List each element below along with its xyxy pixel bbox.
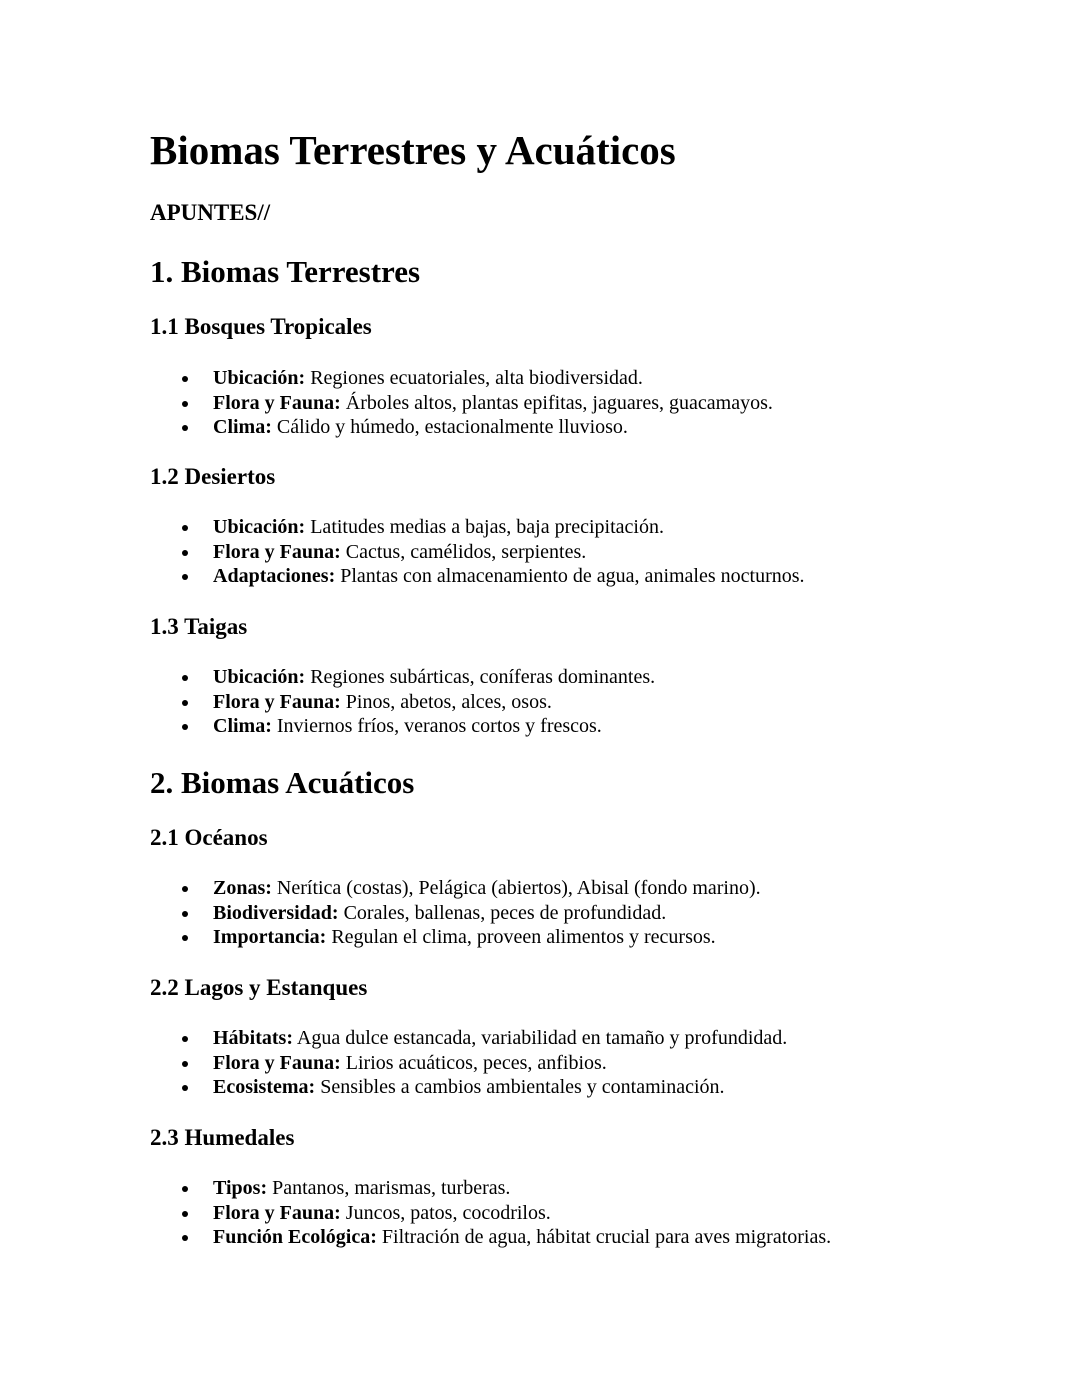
bullet-icon <box>182 911 188 917</box>
item-term: Ubicación: <box>213 666 306 688</box>
item-term: Flora y Fauna: <box>213 690 341 713</box>
list-item <box>150 564 805 589</box>
item-term: Ubicación: <box>213 367 306 389</box>
bullet-icon <box>182 1036 188 1042</box>
subsection-heading-bosques-tropicales: 1.1 Bosques Tropicales <box>150 314 372 339</box>
bullet-list-lagos-y-estanques <box>150 1026 787 1100</box>
item-term: Hábitats: <box>213 1027 293 1049</box>
document-title: Biomas Terrestres y Acuáticos <box>150 127 676 173</box>
list-item <box>150 540 805 565</box>
list-item <box>150 925 761 950</box>
item-text: Pinos, abetos, alces, osos. <box>340 690 552 713</box>
bullet-icon <box>182 525 188 531</box>
section-heading-biomas-terrestres: 1. Biomas Terrestres <box>150 254 421 289</box>
item-text: Árboles altos, plantas epifitas, jaguares, guacamayos. <box>340 391 773 414</box>
bullet-icon <box>182 1061 188 1067</box>
item-term: Zonas: <box>213 877 272 899</box>
item-term: Adaptaciones: <box>213 565 336 587</box>
bullet-icon <box>182 376 188 382</box>
bullet-icon <box>182 550 188 556</box>
subsection-heading-desiertos: 1.2 Desiertos <box>150 464 276 489</box>
item-text: Regiones subárticas, coníferas dominantes. <box>305 666 656 688</box>
section-heading-biomas-acuaticos: 2. Biomas Acuáticos <box>150 765 415 800</box>
item-term: Clima: <box>213 416 272 438</box>
item-text: Pantanos, marismas, turberas. <box>267 1177 511 1199</box>
item-term: Flora y Fauna: <box>213 540 341 563</box>
item-text: Latitudes medias a bajas, baja precipitación. <box>305 516 664 538</box>
subsection-heading-humedales: 2.3 Humedales <box>150 1125 295 1150</box>
document-subtitle: APUNTES// <box>150 200 271 225</box>
list-item <box>150 515 805 540</box>
item-text: Plantas con almacenamiento de agua, animales nocturnos. <box>335 565 805 587</box>
item-text: Filtración de agua, hábitat crucial para aves migratorias. <box>376 1226 832 1248</box>
list-item <box>150 714 655 739</box>
list-item <box>150 1225 831 1250</box>
list-item <box>150 876 761 901</box>
list-item <box>150 1176 831 1201</box>
subsection-heading-lagos-y-estanques: 2.2 Lagos y Estanques <box>150 975 368 1000</box>
list-item <box>150 665 655 690</box>
item-text: Regulan el clima, proveen alimentos y recursos. <box>326 926 716 948</box>
bullet-icon <box>182 1186 188 1192</box>
bullet-list-desiertos <box>150 515 805 589</box>
item-text: Nerítica (costas), Pelágica (abiertos), Abisal (fondo marino). <box>271 877 761 899</box>
item-text: Lirios acuáticos, peces, anfibios. <box>340 1051 607 1074</box>
bullet-icon <box>182 935 188 941</box>
item-term: Importancia: <box>213 926 327 948</box>
bullet-icon <box>182 1211 188 1217</box>
item-term: Flora y Fauna: <box>213 391 341 414</box>
item-text: Sensibles a cambios ambientales y contaminación. <box>315 1076 725 1098</box>
item-term: Función Ecológica: <box>213 1226 377 1248</box>
list-item <box>150 1051 787 1076</box>
subsection-heading-taigas: 1.3 Taigas <box>150 614 248 639</box>
item-text: Agua dulce estancada, variabilidad en tamaño y profundidad. <box>293 1027 788 1049</box>
list-item <box>150 690 655 715</box>
item-term: Ecosistema: <box>213 1076 316 1098</box>
item-term: Biodiversidad: <box>213 901 339 924</box>
list-item <box>150 415 773 440</box>
item-text: Cálido y húmedo, estacionalmente lluvioso. <box>271 416 628 438</box>
item-text: Corales, ballenas, peces de profundidad. <box>338 901 667 924</box>
item-text: Regiones ecuatoriales, alta biodiversidad. <box>305 367 643 389</box>
bullet-icon <box>182 574 188 580</box>
item-term: Clima: <box>213 715 272 737</box>
item-term: Flora y Fauna: <box>213 1051 341 1074</box>
bullet-list-bosques-tropicales <box>150 366 773 440</box>
item-text: Inviernos fríos, veranos cortos y frescos. <box>271 715 602 737</box>
item-term: Tipos: <box>213 1177 268 1199</box>
subsection-heading-oceanos: 2.1 Océanos <box>150 825 268 850</box>
bullet-icon <box>182 401 188 407</box>
list-item <box>150 391 773 416</box>
list-item <box>150 901 761 926</box>
bullet-icon <box>182 675 188 681</box>
list-item <box>150 1075 787 1100</box>
bullet-list-humedales <box>150 1176 831 1250</box>
list-item <box>150 1026 787 1051</box>
item-term: Ubicación: <box>213 516 306 538</box>
bullet-list-oceanos <box>150 876 761 950</box>
bullet-icon <box>182 1085 188 1091</box>
item-term: Flora y Fauna: <box>213 1201 341 1224</box>
bullet-list-taigas <box>150 665 655 739</box>
item-text: Juncos, patos, cocodrilos. <box>340 1201 551 1224</box>
item-text: Cactus, camélidos, serpientes. <box>340 540 587 563</box>
list-item <box>150 1201 831 1226</box>
bullet-icon <box>182 886 188 892</box>
bullet-icon <box>182 700 188 706</box>
bullet-icon <box>182 724 188 730</box>
bullet-icon <box>182 1235 188 1241</box>
bullet-icon <box>182 425 188 431</box>
list-item <box>150 366 773 391</box>
